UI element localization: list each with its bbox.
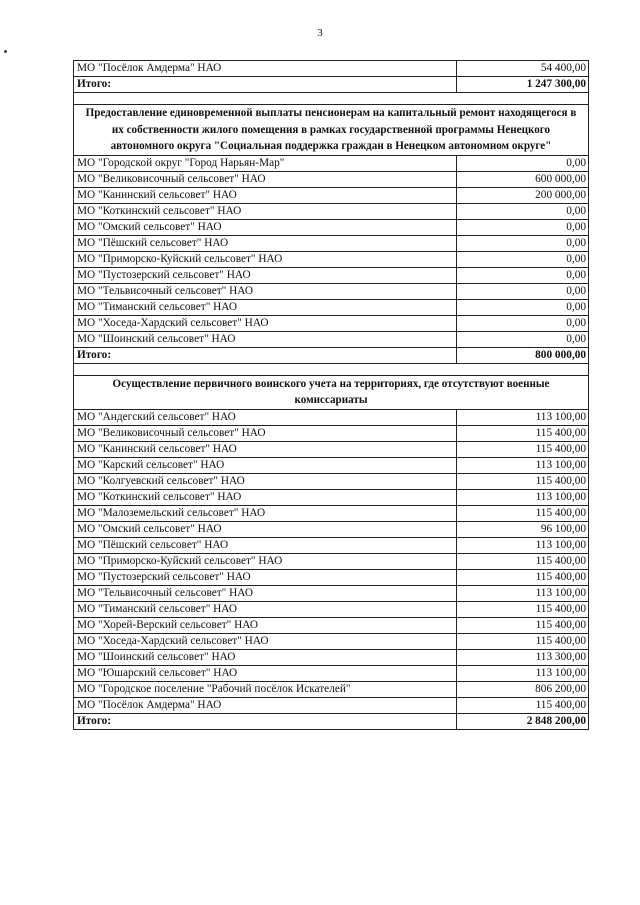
municipality-name: МО "Хоседа-Хардский сельсовет" НАО bbox=[74, 315, 457, 331]
total-value: 800 000,00 bbox=[457, 347, 589, 363]
table-row bbox=[74, 521, 589, 537]
municipality-name: МО "Тельвисочный сельсовет" НАО bbox=[74, 585, 457, 601]
amount-value: 113 100,00 bbox=[457, 457, 589, 473]
table-row bbox=[74, 155, 589, 171]
section-heading-row bbox=[74, 105, 589, 156]
table-row bbox=[74, 681, 589, 697]
table-row bbox=[74, 283, 589, 299]
spacer-row bbox=[74, 363, 589, 375]
table-row bbox=[74, 267, 589, 283]
municipality-name: МО "Шоинский сельсовет" НАО bbox=[74, 649, 457, 665]
table-row bbox=[74, 331, 589, 347]
municipality-name: МО "Коткинский сельсовет" НАО bbox=[74, 489, 457, 505]
amount-value: 115 400,00 bbox=[457, 505, 589, 521]
amount-value: 200 000,00 bbox=[457, 187, 589, 203]
municipality-name: МО "Канинский сельсовет" НАО bbox=[74, 441, 457, 457]
table-row bbox=[74, 633, 589, 649]
total-row bbox=[74, 713, 589, 729]
spacer-cell bbox=[74, 93, 589, 105]
table-row bbox=[74, 697, 589, 713]
municipality-name: МО "Городской округ "Город Нарьян-Мар" bbox=[74, 155, 457, 171]
amount-value: 0,00 bbox=[457, 283, 589, 299]
amount-value: 0,00 bbox=[457, 315, 589, 331]
amount-value: 0,00 bbox=[457, 251, 589, 267]
spacer-cell bbox=[74, 363, 589, 375]
amount-value: 0,00 bbox=[457, 155, 589, 171]
section-heading: Предоставление единовременной выплаты пенсионерам на капитальный ремонт находящегося в их собственности жилого помещения в рамках государственной программы Ненецкого автономного округа "Социальная поддержка граждан в Ненецком автономном округе" bbox=[74, 105, 589, 156]
amount-value: 113 100,00 bbox=[457, 537, 589, 553]
municipality-name: МО "Шоинский сельсовет" НАО bbox=[74, 331, 457, 347]
municipality-name: МО "Омский сельсовет" НАО bbox=[74, 521, 457, 537]
amount-value: 113 300,00 bbox=[457, 649, 589, 665]
table-row bbox=[74, 61, 589, 77]
municipality-name: МО "Тиманский сельсовет" НАО bbox=[74, 601, 457, 617]
amount-value: 0,00 bbox=[457, 299, 589, 315]
municipality-name: МО "Хоседа-Хардский сельсовет" НАО bbox=[74, 633, 457, 649]
amount-value: 0,00 bbox=[457, 267, 589, 283]
amount-value: 115 400,00 bbox=[457, 473, 589, 489]
section-heading-row bbox=[74, 375, 589, 409]
municipality-name: МО "Пёшский сельсовет" НАО bbox=[74, 235, 457, 251]
total-value: 1 247 300,00 bbox=[457, 77, 589, 93]
amount-value: 115 400,00 bbox=[457, 617, 589, 633]
municipality-name: МО "Омский сельсовет" НАО bbox=[74, 219, 457, 235]
table-row bbox=[74, 219, 589, 235]
amount-value: 600 000,00 bbox=[457, 171, 589, 187]
amount-value: 113 100,00 bbox=[457, 585, 589, 601]
amount-value: 115 400,00 bbox=[457, 601, 589, 617]
table-row bbox=[74, 569, 589, 585]
municipality-name: МО "Канинский сельсовет" НАО bbox=[74, 187, 457, 203]
table-row bbox=[74, 203, 589, 219]
municipality-name: МО "Посёлок Амдерма" НАО bbox=[74, 697, 457, 713]
table-row bbox=[74, 553, 589, 569]
amount-value: 115 400,00 bbox=[457, 569, 589, 585]
municipality-name: МО "Приморско-Куйский сельсовет" НАО bbox=[74, 251, 457, 267]
table-row bbox=[74, 489, 589, 505]
allocation-table-body bbox=[74, 61, 589, 730]
municipality-name: МО "Тельвисочный сельсовет" НАО bbox=[74, 283, 457, 299]
table-row bbox=[74, 441, 589, 457]
municipality-name: МО "Пёшский сельсовет" НАО bbox=[74, 537, 457, 553]
amount-value: 113 100,00 bbox=[457, 489, 589, 505]
table-row bbox=[74, 617, 589, 633]
amount-value: 0,00 bbox=[457, 235, 589, 251]
amount-value: 54 400,00 bbox=[457, 61, 589, 77]
table-row bbox=[74, 601, 589, 617]
total-label: Итого: bbox=[74, 713, 457, 729]
municipality-name: МО "Хорей-Верский сельсовет" НАО bbox=[74, 617, 457, 633]
table-row bbox=[74, 187, 589, 203]
municipality-name: МО "Пустозерский сельсовет" НАО bbox=[74, 267, 457, 283]
municipality-name: МО "Андегский сельсовет" НАО bbox=[74, 409, 457, 425]
amount-value: 115 400,00 bbox=[457, 425, 589, 441]
amount-value: 0,00 bbox=[457, 219, 589, 235]
spacer-row bbox=[74, 93, 589, 105]
municipality-name: МО "Коткинский сельсовет" НАО bbox=[74, 203, 457, 219]
amount-value: 115 400,00 bbox=[457, 553, 589, 569]
amount-value: 0,00 bbox=[457, 203, 589, 219]
table-row bbox=[74, 251, 589, 267]
amount-value: 115 400,00 bbox=[457, 441, 589, 457]
table-row bbox=[74, 505, 589, 521]
table-row bbox=[74, 171, 589, 187]
section-heading: Осуществление первичного воинского учета на территориях, где отсутствуют военные комиссариаты bbox=[74, 375, 589, 409]
table-row bbox=[74, 665, 589, 681]
municipality-name: МО "Пустозерский сельсовет" НАО bbox=[74, 569, 457, 585]
amount-value: 113 100,00 bbox=[457, 409, 589, 425]
municipality-name: МО "Великовисочный сельсовет" НАО bbox=[74, 425, 457, 441]
municipality-name: МО "Юшарский сельсовет" НАО bbox=[74, 665, 457, 681]
municipality-name: МО "Карский сельсовет" НАО bbox=[74, 457, 457, 473]
table-row bbox=[74, 585, 589, 601]
page-number: 3 bbox=[317, 27, 323, 39]
amount-value: 115 400,00 bbox=[457, 633, 589, 649]
amount-value: 96 100,00 bbox=[457, 521, 589, 537]
municipality-name: МО "Посёлок Амдерма" НАО bbox=[74, 61, 457, 77]
table-row bbox=[74, 315, 589, 331]
table-row bbox=[74, 649, 589, 665]
amount-value: 0,00 bbox=[457, 331, 589, 347]
table-row bbox=[74, 425, 589, 441]
table-row bbox=[74, 409, 589, 425]
amount-value: 115 400,00 bbox=[457, 697, 589, 713]
total-value: 2 848 200,00 bbox=[457, 713, 589, 729]
amount-value: 113 100,00 bbox=[457, 665, 589, 681]
scan-mark bbox=[4, 50, 7, 53]
table-row bbox=[74, 537, 589, 553]
municipality-name: МО "Приморско-Куйский сельсовет" НАО bbox=[74, 553, 457, 569]
total-label: Итого: bbox=[74, 77, 457, 93]
total-row bbox=[74, 347, 589, 363]
table-row bbox=[74, 235, 589, 251]
table-row bbox=[74, 299, 589, 315]
municipality-name: МО "Колгуевский сельсовет" НАО bbox=[74, 473, 457, 489]
table-row bbox=[74, 457, 589, 473]
total-label: Итого: bbox=[74, 347, 457, 363]
municipality-name: МО "Городское поселение "Рабочий посёлок Искателей" bbox=[74, 681, 457, 697]
table-row bbox=[74, 473, 589, 489]
total-row bbox=[74, 77, 589, 93]
allocation-table bbox=[73, 60, 589, 730]
amount-value: 806 200,00 bbox=[457, 681, 589, 697]
municipality-name: МО "Великовисочный сельсовет" НАО bbox=[74, 171, 457, 187]
municipality-name: МО "Малоземельский сельсовет" НАО bbox=[74, 505, 457, 521]
municipality-name: МО "Тиманский сельсовет" НАО bbox=[74, 299, 457, 315]
